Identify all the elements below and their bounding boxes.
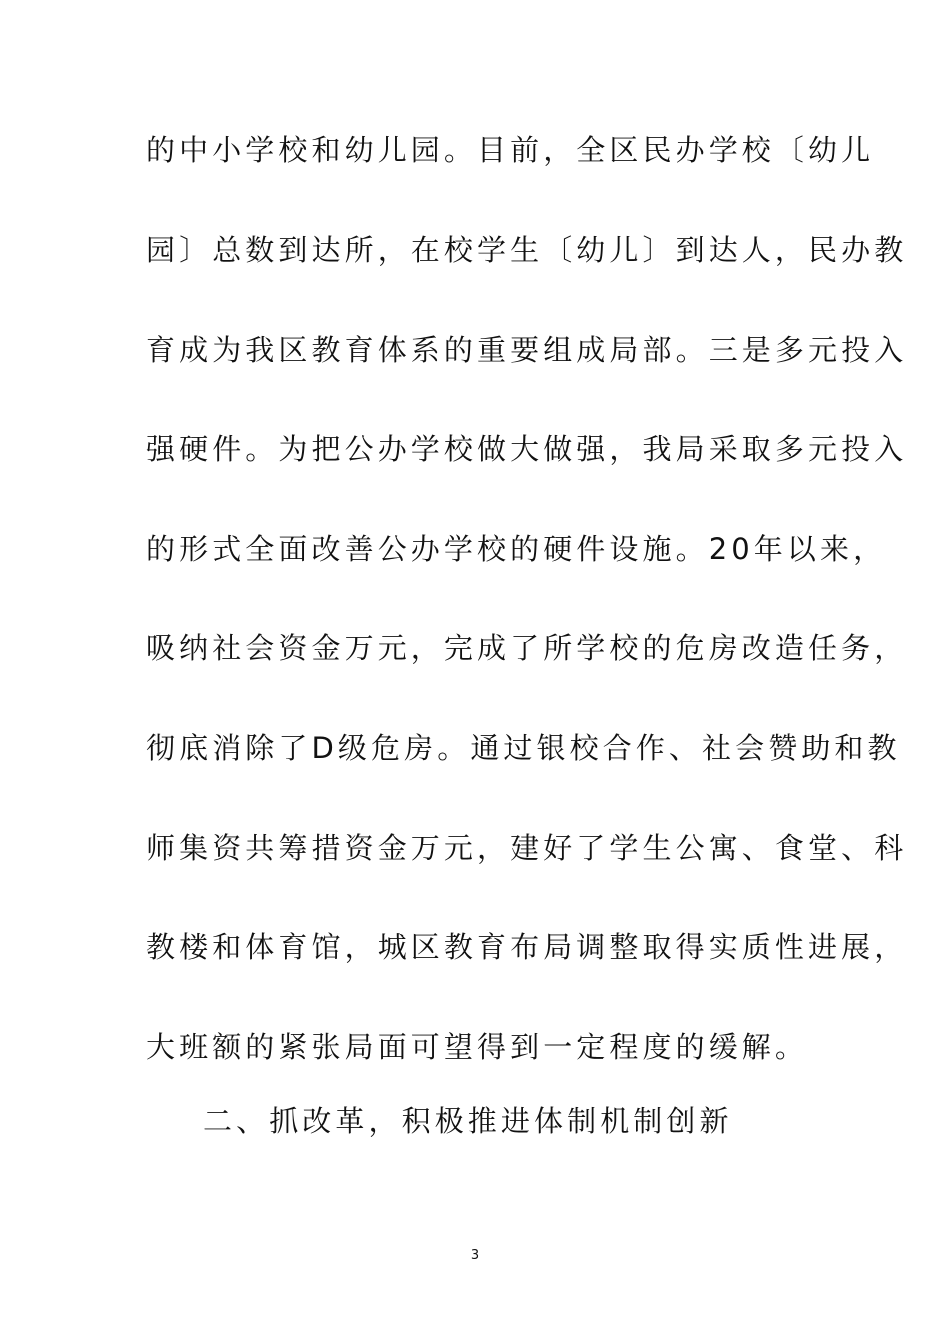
body-text-line: 大班额的紧张局面可望得到一定程度的缓解。 [146,1030,809,1064]
body-text-line: 的中小学校和幼儿园。目前，全区民办学校〔幼儿 [146,133,875,167]
body-text-line: 教楼和体育馆，城区教育布局调整取得实质性进展， [146,930,908,964]
body-text-line: 的形式全面改善公办学校的硬件设施。20年以来， [146,532,887,566]
body-text-line: 育成为我区教育体系的重要组成局部。三是多元投入 [146,333,908,367]
section-heading: 二、抓改革，积极推进体制机制创新 [203,1104,733,1138]
body-text-line: 园〕总数到达所，在校学生〔幼儿〕到达人，民办教 [146,233,908,267]
page-number: 3 [470,1248,480,1263]
body-text-line: 吸纳社会资金万元，完成了所学校的危房改造任务， [146,631,908,665]
body-text-line: 强硬件。为把公办学校做大做强，我局采取多元投入 [146,432,908,466]
body-text-line: 彻底消除了D级危房。通过银校合作、社会赞助和教 [146,731,901,765]
body-text-line: 师集资共筹措资金万元，建好了学生公寓、食堂、科 [146,831,908,865]
